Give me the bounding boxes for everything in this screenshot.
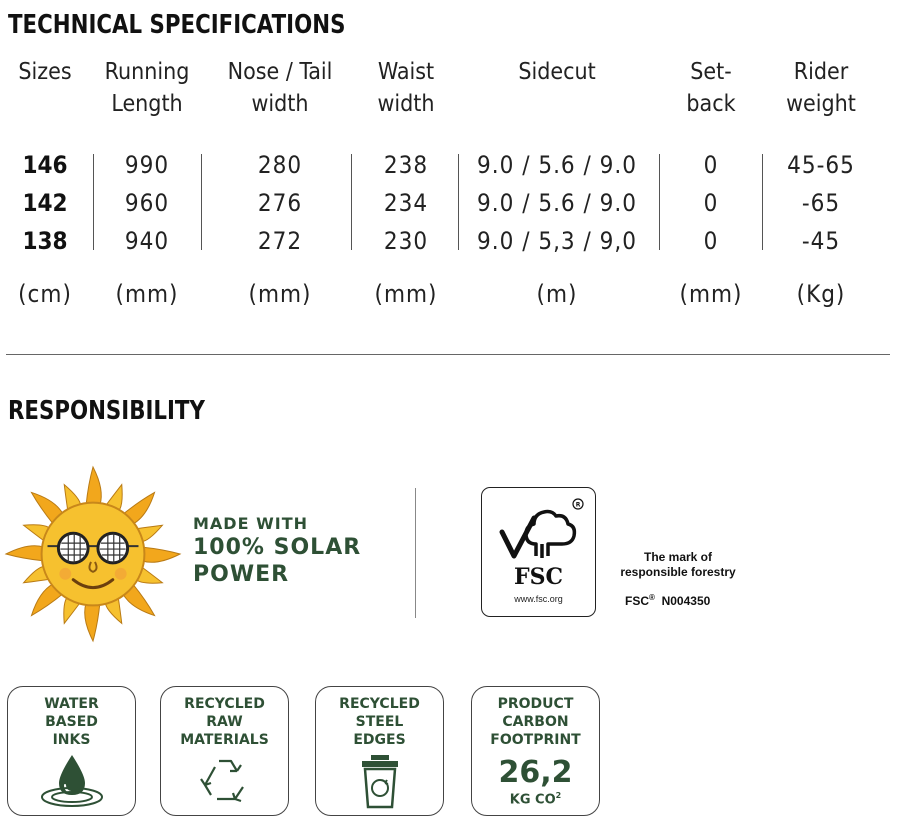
table-cell: 9.0 / 5,3 / 9,0 — [477, 227, 637, 255]
carbon-unit-text: KG CO — [509, 792, 556, 808]
column-divider — [458, 154, 459, 250]
vertical-divider — [415, 488, 416, 618]
badge-water-based-inks — [7, 686, 136, 816]
table-cell: -65 — [801, 189, 841, 217]
svg-text:R: R — [575, 501, 581, 509]
col-unit: (mm) — [248, 280, 312, 308]
table-cell: 272 — [257, 227, 303, 255]
col-unit: (mm) — [115, 280, 179, 308]
column-divider — [201, 154, 202, 250]
spec-table — [0, 56, 900, 326]
table-cell: 0 — [703, 227, 719, 255]
fsc-mark-text: The mark of responsible forestry — [620, 550, 736, 579]
badge-recycled-steel-edges — [315, 686, 444, 816]
badge-label: PRODUCT CARBON FOOTPRINT — [490, 696, 581, 748]
fsc-code-number: N004350 — [661, 594, 711, 608]
fsc-url: www.fsc.org — [514, 594, 563, 604]
recycle-bin-icon — [357, 753, 403, 809]
badge-label: WATER BASED INKS — [44, 696, 99, 748]
table-cell: 45-65 — [787, 151, 855, 179]
sun-ray — [85, 603, 100, 641]
table-cell: 280 — [257, 151, 303, 179]
table-cell: 0 — [703, 189, 719, 217]
carbon-unit-sup: 2 — [555, 791, 562, 800]
table-cell: 138 — [22, 227, 68, 255]
sun-with-sunglasses-icon — [4, 465, 182, 643]
table-cell: 230 — [383, 227, 429, 255]
col-unit: (mm) — [374, 280, 438, 308]
spec-section-title: TECHNICAL SPECIFICATIONS — [8, 10, 346, 40]
section-divider — [6, 354, 890, 355]
column-divider — [659, 154, 660, 250]
col-unit: (Kg) — [796, 280, 846, 308]
sun-ray — [6, 546, 44, 561]
badge-label: RECYCLED STEEL EDGES — [339, 696, 420, 748]
table-cell: 276 — [257, 189, 303, 217]
col-header: Nose / Tail width — [227, 59, 333, 117]
responsibility-section-title: RESPONSIBILITY — [8, 396, 205, 426]
badge-product-carbon-footprint — [471, 686, 600, 816]
column-divider — [351, 154, 352, 250]
column-divider — [93, 154, 94, 250]
column-divider — [762, 154, 763, 250]
table-cell: 146 — [22, 151, 68, 179]
col-unit: (m) — [536, 280, 578, 308]
fsc-logo-text: FSC — [513, 564, 564, 590]
col-header: Waist width — [377, 59, 435, 117]
table-cell: 940 — [124, 227, 170, 255]
table-cell: 238 — [383, 151, 429, 179]
badge-label: RECYCLED RAW MATERIALS — [180, 696, 269, 748]
registered-mark: ® — [649, 593, 655, 602]
fsc-license-code — [625, 593, 710, 608]
carbon-footprint-value: 26,2 — [498, 755, 573, 790]
table-cell: 142 — [22, 189, 68, 217]
sun-ray — [142, 547, 180, 562]
col-header: Rider weight — [786, 59, 856, 117]
solar-line-2: 100% SOLAR — [193, 535, 362, 560]
carbon-footprint-unit — [472, 791, 599, 807]
solar-line-3: POWER — [193, 562, 290, 587]
col-header: Running Length — [104, 59, 190, 117]
col-header: Sidecut — [518, 59, 596, 85]
sun-ray — [86, 467, 101, 505]
table-cell: 0 — [703, 151, 719, 179]
table-cell: 9.0 / 5.6 / 9.0 — [477, 151, 637, 179]
col-unit: (mm) — [679, 280, 743, 308]
col-header: Set- back — [686, 59, 736, 117]
badge-recycled-raw-materials — [160, 686, 289, 816]
table-cell: 234 — [383, 189, 429, 217]
recycle-icon — [197, 755, 253, 805]
col-header: Sizes — [18, 59, 72, 85]
solar-line-1: MADE WITH — [193, 514, 308, 533]
table-cell: 960 — [124, 189, 170, 217]
fsc-logo-box — [481, 487, 596, 617]
table-cell: -45 — [801, 227, 841, 255]
table-cell: 990 — [124, 151, 170, 179]
water-drop-icon — [37, 753, 107, 809]
col-unit: (cm) — [18, 280, 72, 308]
fsc-code-prefix: FSC — [625, 594, 649, 608]
table-cell: 9.0 / 5.6 / 9.0 — [477, 189, 637, 217]
solar-power-text — [193, 514, 361, 588]
